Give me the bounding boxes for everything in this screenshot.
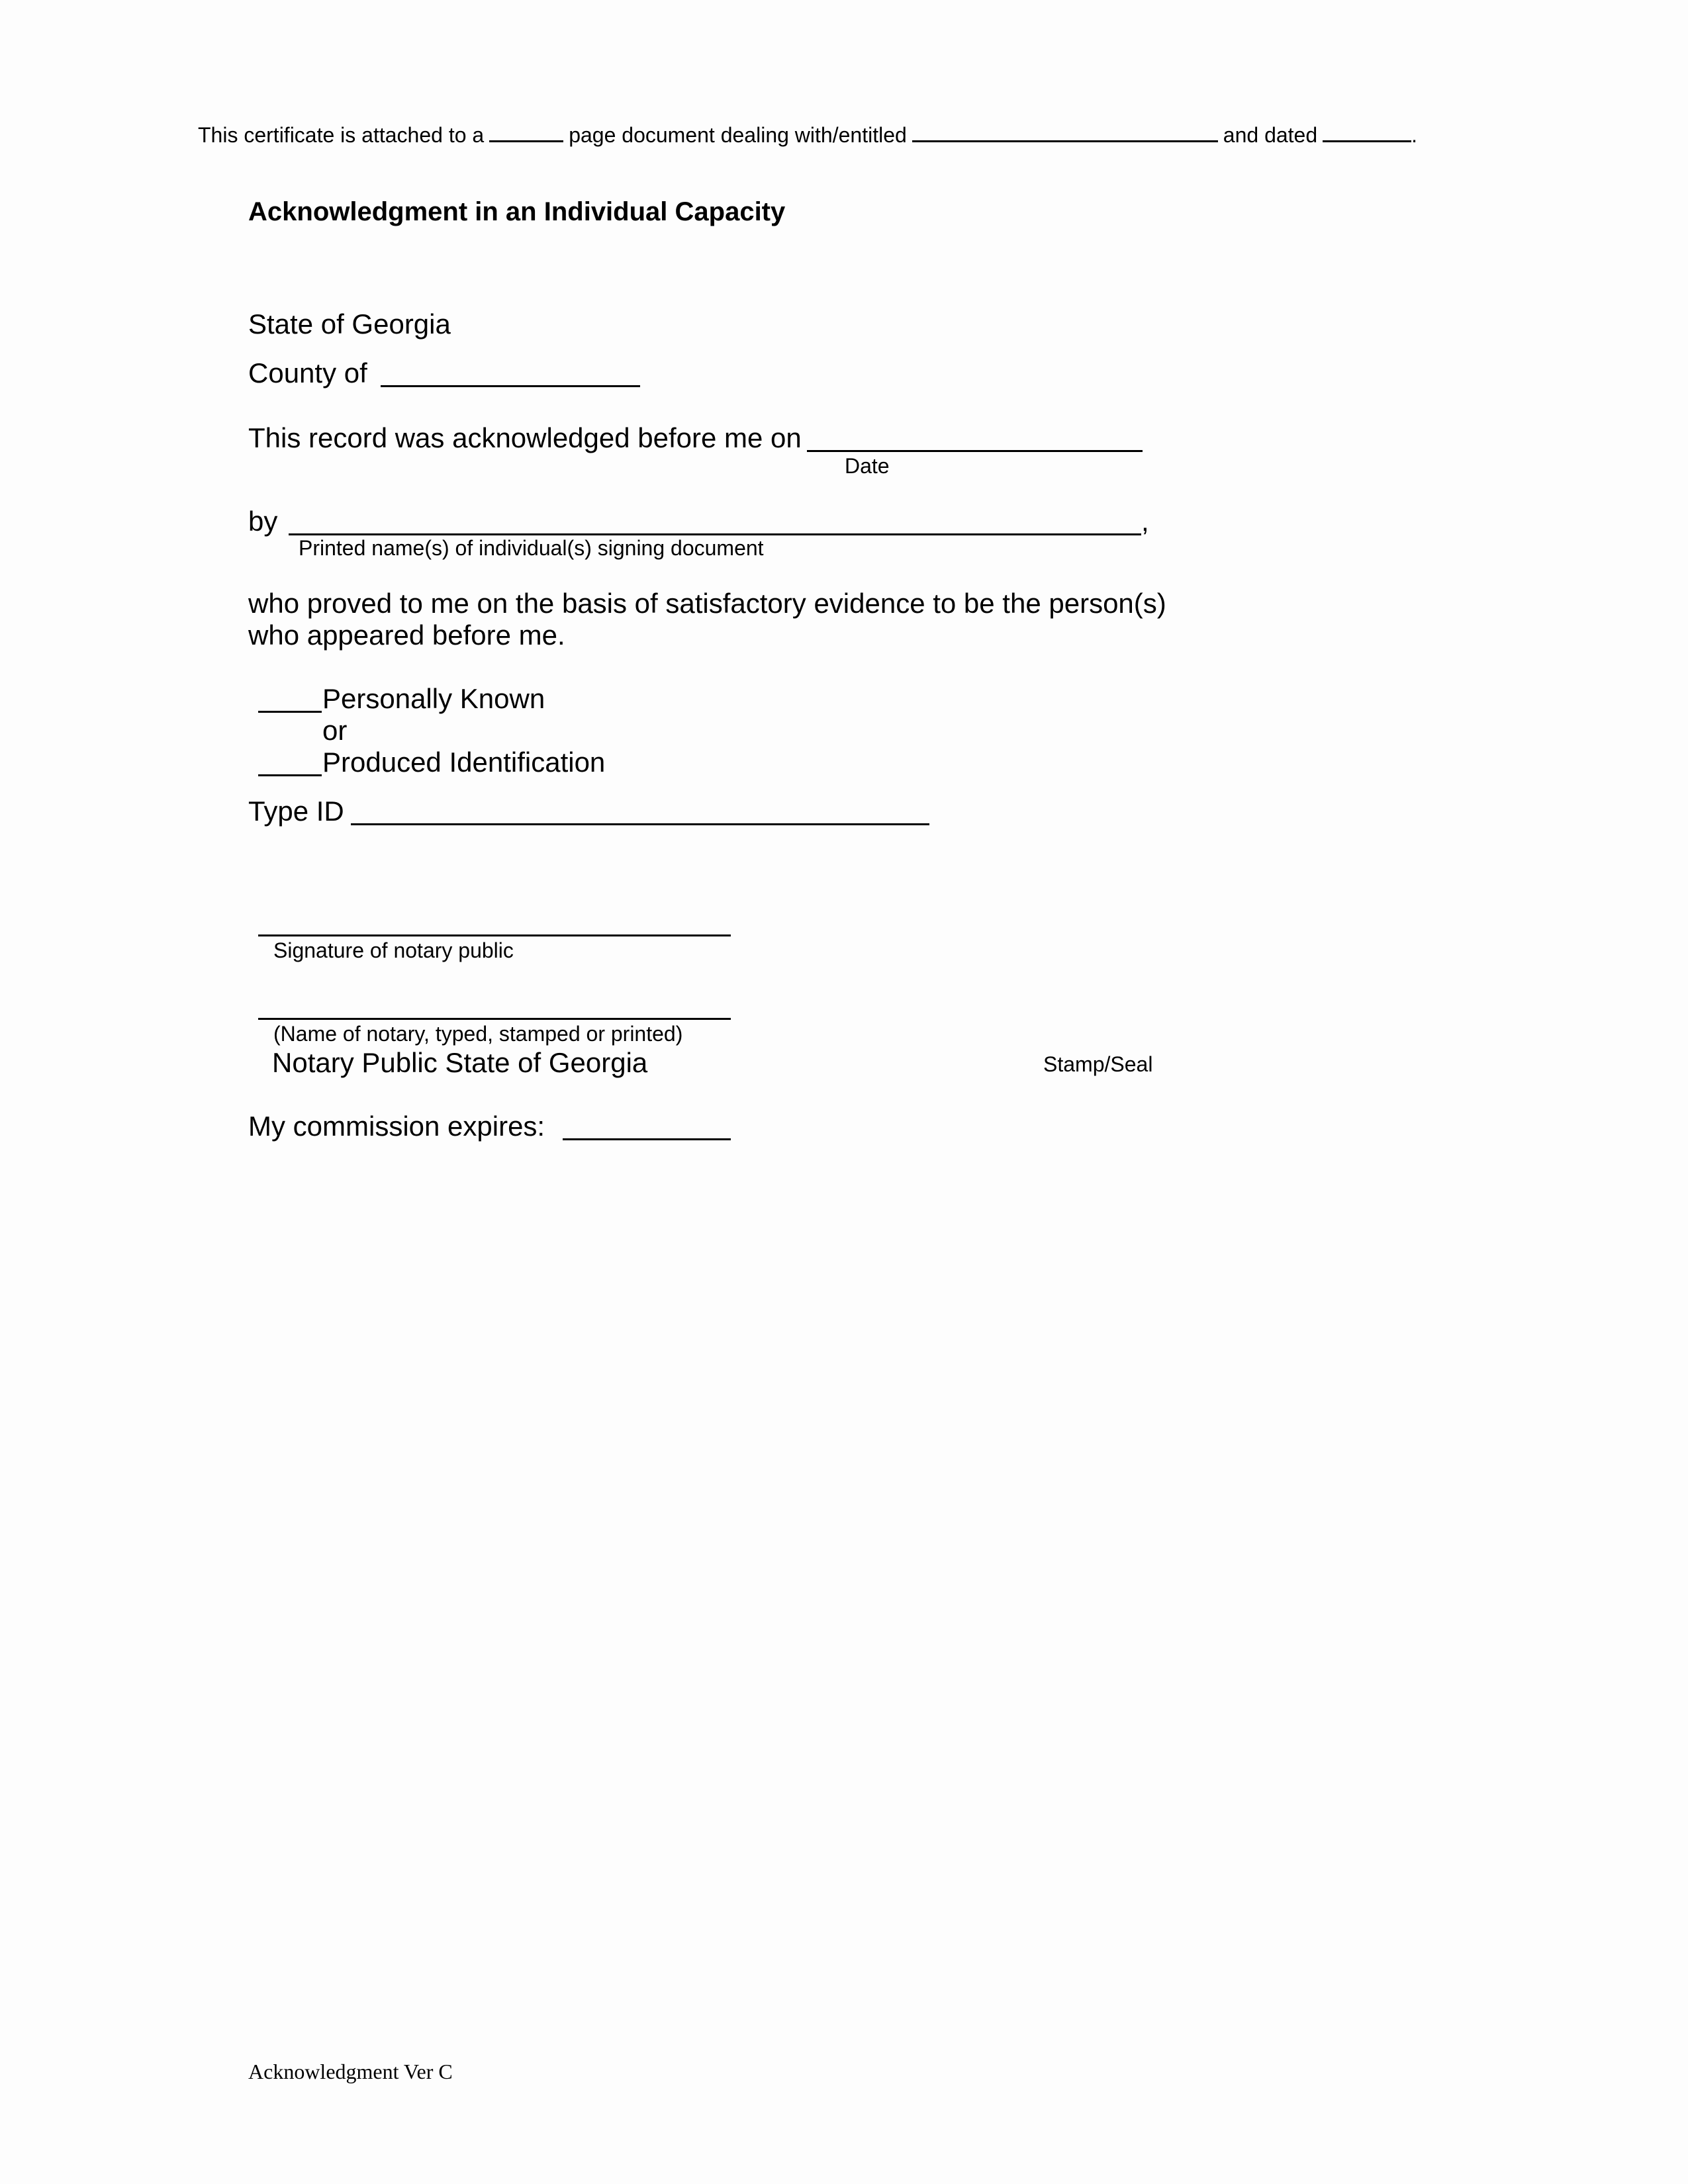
or-label: or xyxy=(322,715,348,746)
commission-expiration-blank[interactable] xyxy=(563,1138,731,1140)
signature-caption: Signature of notary public xyxy=(273,938,514,962)
document-date-blank[interactable] xyxy=(1323,140,1411,142)
county-label: County of xyxy=(248,357,367,388)
personally-known-label: Personally Known xyxy=(322,683,545,714)
acknowledged-label: This record was acknowledged before me on xyxy=(248,422,802,453)
proved-statement-line-2: who appeared before me. xyxy=(248,619,565,651)
page-title: Acknowledgment in an Individual Capacity xyxy=(248,197,786,226)
by-label: by xyxy=(248,506,278,537)
stamp-seal-label: Stamp/Seal xyxy=(1043,1052,1153,1076)
certificate-text-part3: and dated xyxy=(1223,123,1318,147)
notary-name-blank[interactable] xyxy=(258,1018,731,1020)
signer-name-blank[interactable] xyxy=(289,533,1141,535)
certificate-attachment-line xyxy=(198,123,1417,148)
certificate-text-part1: This certificate is attached to a xyxy=(198,123,485,147)
footer-version: Acknowledgment Ver C xyxy=(248,2060,453,2083)
certificate-text-end: . xyxy=(1411,123,1418,147)
proved-statement-line-1: who proved to me on the basis of satisfactory evidence to be the person(s) xyxy=(248,588,1166,619)
type-id-blank[interactable] xyxy=(351,823,929,825)
produced-identification-label: Produced Identification xyxy=(322,747,606,778)
state-line: State of Georgia xyxy=(248,308,451,340)
county-blank[interactable] xyxy=(381,385,640,387)
certificate-text-part2: page document dealing with/entitled xyxy=(569,123,907,147)
type-id-label: Type ID xyxy=(248,796,344,827)
document-title-blank[interactable] xyxy=(912,140,1218,142)
notary-signature-blank[interactable] xyxy=(258,934,731,936)
page-count-blank[interactable] xyxy=(489,140,563,142)
commission-expires-label: My commission expires: xyxy=(248,1111,545,1142)
notary-name-caption: (Name of notary, typed, stamped or printed) xyxy=(273,1022,683,1046)
notary-public-state: Notary Public State of Georgia xyxy=(272,1047,648,1078)
date-caption: Date xyxy=(845,454,890,478)
personally-known-checkbox-blank[interactable] xyxy=(258,711,322,713)
by-comma: , xyxy=(1141,506,1149,537)
signer-name-caption: Printed name(s) of individual(s) signing document xyxy=(299,536,764,560)
acknowledgment-date-blank[interactable] xyxy=(807,450,1143,452)
produced-identification-checkbox-blank[interactable] xyxy=(258,774,322,776)
